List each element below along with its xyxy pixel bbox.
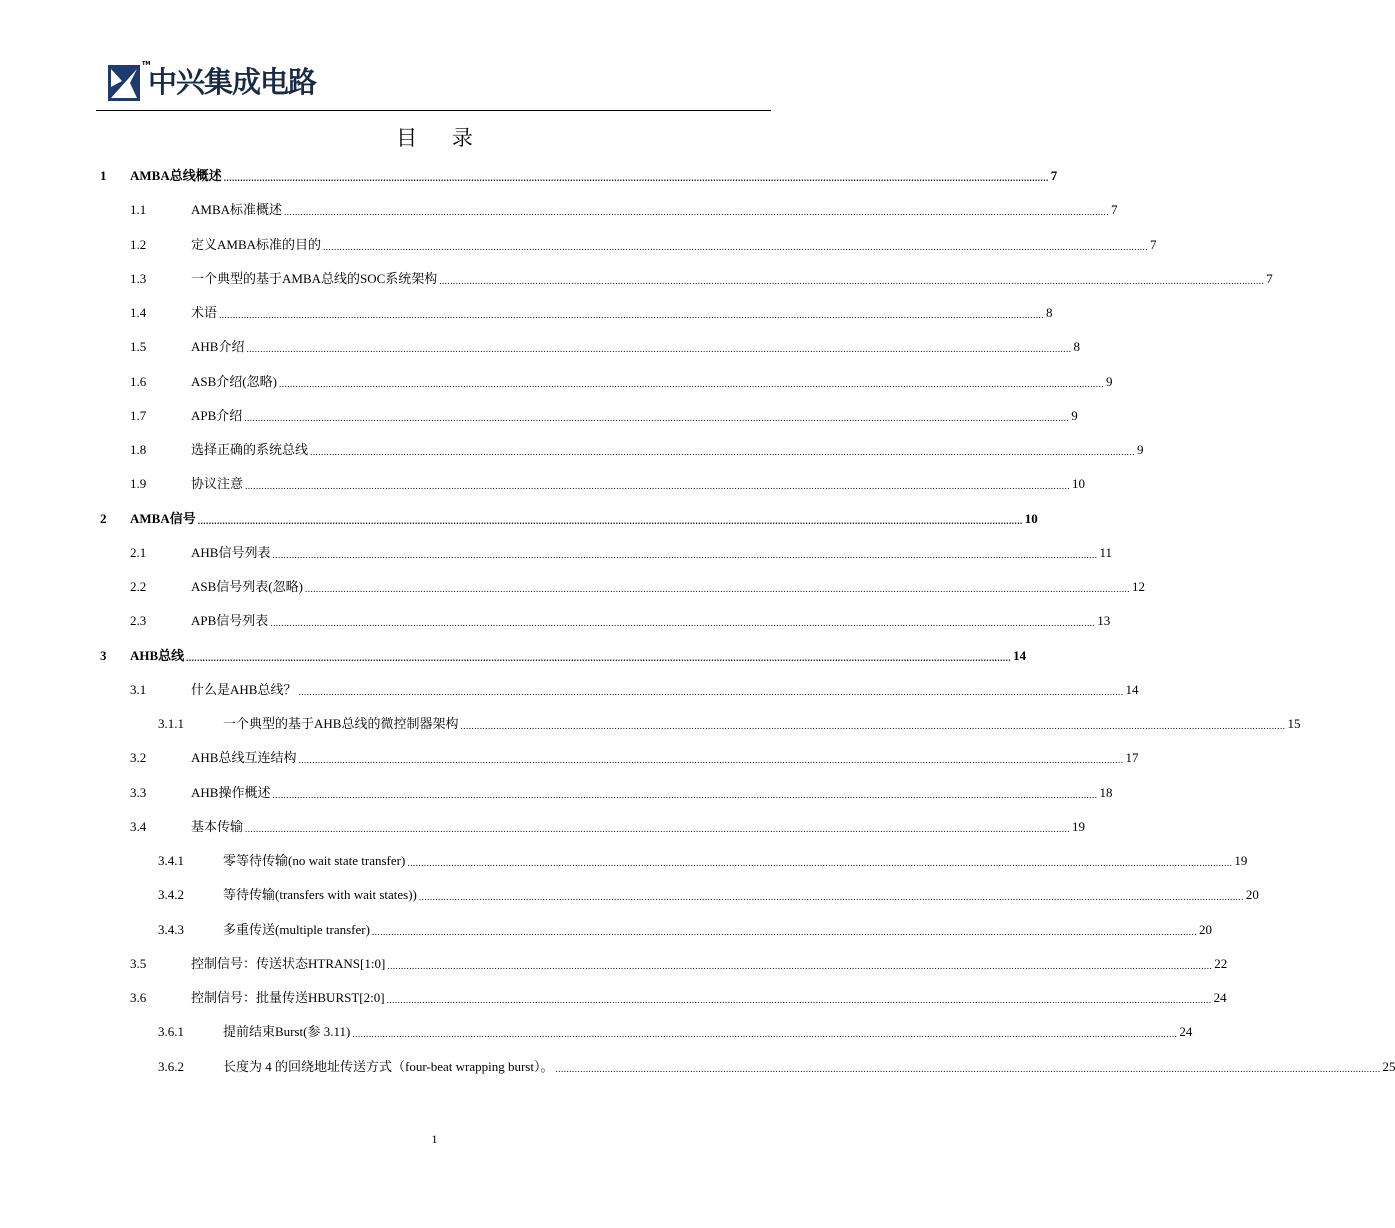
toc-leader-dots: ............................................................................................................................................................................................................................................................................................................: [298, 686, 1124, 697]
toc-entry[interactable]: [0, 811, 1086, 835]
toc-entry-label: AHB总线互连结构: [191, 750, 297, 766]
toc-entry-number: 1.8: [130, 442, 147, 457]
toc-entry[interactable]: [0, 400, 1078, 424]
toc-leader-dots: ............................................................................................................................................................................................................................................................................................................: [278, 378, 1104, 389]
toc-entry[interactable]: [0, 160, 1058, 184]
toc-entry-number: 3.1.1: [158, 716, 184, 731]
toc-leader-dots: ............................................................................................................................................................................................................................................................................................................: [270, 618, 1096, 629]
toc-entry[interactable]: [0, 605, 1111, 629]
toc-entry-label: 基本传输: [191, 818, 244, 834]
toc-entry-page: 9: [1137, 442, 1144, 457]
toc-entry-page: 14: [1013, 647, 1027, 663]
toc-entry-number: 1.9: [130, 476, 147, 492]
toc-entry-number: 1.1: [130, 202, 147, 218]
toc-entry-number: 2.1: [130, 544, 147, 560]
toc-entry-label: 零等待传输(no wait state transfer): [223, 853, 406, 868]
toc-entry-page: 10: [1024, 510, 1038, 526]
toc-entry[interactable]: [0, 331, 1080, 355]
toc-entry-number: 1: [100, 168, 107, 183]
toc-entry-number: 3.4: [130, 818, 147, 834]
toc-entry[interactable]: [0, 640, 1027, 664]
toc-entry-number: 3.5: [130, 955, 147, 971]
toc-leader-dots: ............................................................................................................................................................................................................................................................................................................: [387, 960, 1213, 971]
toc-leader-dots: ............................................................................................................................................................................................................................................................................................................: [272, 549, 1098, 560]
toc-entry-number: 3.1: [130, 681, 147, 697]
toc-entry-label: ASB信号列表(忽略): [191, 579, 303, 594]
toc-leader-dots: ............................................................................................................................................................................................................................................................................................................: [272, 789, 1098, 800]
toc-entry-label: APB介绍: [191, 407, 243, 423]
toc-entry-number: 1.7: [130, 407, 147, 423]
toc-entry-page: 20: [1245, 887, 1259, 903]
toc-leader-dots: ............................................................................................................................................................................................................................................................................................................: [298, 755, 1124, 766]
toc-entry[interactable]: [0, 879, 1259, 903]
toc-entry[interactable]: [0, 503, 1038, 527]
toc-entry-label: 什么是AHB总线？: [191, 681, 297, 697]
toc-entry-label: ASB介绍(忽略): [191, 373, 277, 389]
toc-entry-page: 7: [1050, 168, 1058, 183]
toc-leader-dots: ............................................................................................................................................................................................................................................................................................................: [323, 241, 1149, 252]
toc-entry-page: 7: [1111, 202, 1118, 218]
toc-entry-page: 17: [1125, 750, 1139, 766]
toc-entry-page: 20: [1198, 921, 1212, 937]
toc-entry[interactable]: [0, 229, 1157, 253]
toc-entry-number: 2.3: [130, 613, 147, 629]
toc-entry-page: 8: [1046, 305, 1053, 320]
toc-entry-label: AHB操作概述: [191, 784, 271, 800]
header-divider: [96, 110, 771, 111]
toc-entry[interactable]: [0, 366, 1113, 390]
toc-leader-dots: ............................................................................................................................................................................................................................................................................................................: [310, 447, 1136, 457]
toc-entry-page: 13: [1097, 613, 1111, 629]
toc-entry-label: AHB信号列表: [191, 544, 271, 560]
toc-entry[interactable]: [0, 948, 1228, 972]
toc-entry-number: 3.6.1: [158, 1024, 184, 1040]
toc-entry[interactable]: [0, 845, 1248, 869]
trademark-label: TM: [142, 61, 151, 67]
toc-entry-number: 1.2: [130, 236, 147, 252]
toc-leader-dots: ............................................................................................................................................................................................................................................................................................................: [284, 207, 1110, 218]
toc-entry[interactable]: [0, 708, 1301, 732]
toc-entry-label: AHB总线: [130, 647, 185, 663]
toc-entry[interactable]: [0, 297, 1053, 321]
toc-leader-dots: ............................................................................................................................................................................................................................................................................................................: [352, 1029, 1178, 1040]
toc-leader-dots: ............................................................................................................................................................................................................................................................................................................: [371, 926, 1197, 937]
toc-entry-page: 19: [1234, 853, 1248, 868]
toc-entry-page: 8: [1073, 339, 1080, 355]
toc-entry-number: 3.4.3: [158, 921, 184, 937]
page-number: 1: [431, 1132, 438, 1146]
toc-entry[interactable]: [0, 468, 1086, 492]
toc-entry-page: 24: [1213, 990, 1227, 1005]
toc-entry-number: 3.6.2: [158, 1058, 184, 1074]
toc-entry-page: 18: [1099, 784, 1113, 800]
toc-entry-page: 11: [1099, 544, 1112, 560]
toc-entry-label: AMBA总线概述: [130, 168, 222, 183]
toc-entry-page: 19: [1072, 818, 1086, 834]
toc-entry[interactable]: [0, 674, 1139, 698]
toc-leader-dots: ............................................................................................................................................................................................................................................................................................................: [197, 515, 1023, 526]
toc-entry-label: AHB介绍: [191, 339, 245, 355]
toc-entry-label: 一个典型的基于AMBA总线的SOC系统架构: [191, 270, 438, 286]
toc-entry-label: 一个典型的基于AHB总线的微控制器架构: [223, 716, 459, 731]
toc-leader-dots: ............................................................................................................................................................................................................................................................................................................: [246, 344, 1072, 355]
toc-entry-page: 25: [1382, 1058, 1395, 1074]
toc-entry-number: 3.4.1: [158, 853, 184, 868]
toc-entry-number: 3.3: [130, 784, 147, 800]
toc-entry-label: 提前结束Burst(参 3.11): [223, 1024, 351, 1040]
toc-entry-number: 3.6: [130, 990, 147, 1005]
toc-entry-number: 3.4.2: [158, 887, 184, 903]
toc-entry[interactable]: [0, 434, 1144, 458]
toc-leader-dots: ............................................................................................................................................................................................................................................................................................................: [386, 995, 1212, 1005]
document-header: [108, 62, 316, 102]
toc-entry-number: 1.6: [130, 373, 147, 389]
toc-leader-dots: ............................................................................................................................................................................................................................................................................................................: [244, 412, 1070, 423]
toc-entry-page: 7: [1266, 270, 1273, 286]
toc-leader-dots: ............................................................................................................................................................................................................................................................................................................: [555, 1063, 1381, 1074]
toc-leader-dots: ............................................................................................................................................................................................................................................................................................................: [186, 652, 1012, 663]
toc-entry-label: 选择正确的系统总线: [191, 442, 309, 457]
toc-entry[interactable]: [0, 1051, 1395, 1075]
toc-leader-dots: ............................................................................................................................................................................................................................................................................................................: [223, 173, 1049, 183]
toc-entry-label: AMBA信号: [130, 510, 196, 526]
toc-entry[interactable]: [0, 914, 1212, 938]
toc-entry-page: 22: [1214, 955, 1228, 971]
toc-leader-dots: ............................................................................................................................................................................................................................................................................................................: [418, 892, 1244, 903]
toc-leader-dots: ............................................................................................................................................................................................................................................................................................................: [407, 858, 1233, 868]
toc-title: 目 录: [396, 126, 487, 150]
toc-entry-label: 协议注意: [191, 476, 244, 492]
toc-entry-label: 长度为 4 的回绕地址传送方式（four-beat wrapping burst）。: [223, 1058, 554, 1074]
toc-entry-label: 定义AMBA标准的目的: [191, 236, 322, 252]
toc-leader-dots: ............................................................................................................................................................................................................................................................................................................: [304, 584, 1130, 594]
toc-entry-page: 10: [1072, 476, 1086, 492]
toc-entry[interactable]: [0, 537, 1112, 561]
toc-entry-number: 2.2: [130, 579, 147, 594]
toc-entry-label: 术语: [191, 305, 218, 320]
toc-leader-dots: ............................................................................................................................................................................................................................................................................................................: [245, 481, 1071, 492]
toc-entry-label: 多重传送(multiple transfer): [223, 921, 370, 937]
toc-leader-dots: ............................................................................................................................................................................................................................................................................................................: [219, 310, 1045, 320]
toc-entry[interactable]: [0, 777, 1113, 801]
toc-entry-page: 15: [1287, 716, 1301, 731]
toc-leader-dots: ............................................................................................................................................................................................................................................................................................................: [460, 721, 1286, 731]
toc-entry[interactable]: [0, 194, 1118, 218]
toc-entry-page: 9: [1105, 373, 1113, 389]
toc-entry-label: 控制信号：传送状态HTRANS[1:0]: [191, 955, 386, 971]
toc-entry-label: APB信号列表: [191, 613, 269, 629]
toc-entry[interactable]: [0, 982, 1227, 1006]
company-name: 中兴集成电路: [148, 65, 317, 99]
company-logo-icon: [108, 61, 151, 101]
toc-entry-page: 12: [1131, 579, 1145, 594]
toc-entry-page: 24: [1179, 1024, 1193, 1040]
toc-entry-label: 等待传输(transfers with wait states)): [223, 887, 417, 903]
toc-entry-number: 1.3: [130, 270, 147, 286]
toc-entry[interactable]: [0, 742, 1139, 766]
toc-entry-number: 3.2: [130, 750, 147, 766]
toc-entry-page: 14: [1125, 681, 1139, 697]
toc-entry-number: 1.5: [130, 339, 147, 355]
toc-entry[interactable]: [0, 571, 1145, 595]
toc-leader-dots: ............................................................................................................................................................................................................................................................................................................: [245, 823, 1071, 834]
toc-leader-dots: ............................................................................................................................................................................................................................................................................................................: [439, 275, 1265, 286]
toc-entry[interactable]: [0, 263, 1273, 287]
toc-entry-label: AMBA标准概述: [191, 202, 283, 218]
toc-entry-page: 7: [1150, 236, 1157, 252]
toc-entry-number: 1.4: [130, 305, 147, 320]
toc-entry-label: 控制信号：批量传送HBURST[2:0]: [191, 990, 385, 1005]
toc-entry[interactable]: [0, 1016, 1193, 1040]
toc-entry-number: 2: [100, 510, 107, 526]
toc-entry-page: 9: [1071, 407, 1078, 423]
toc-entry-number: 3: [100, 647, 107, 663]
